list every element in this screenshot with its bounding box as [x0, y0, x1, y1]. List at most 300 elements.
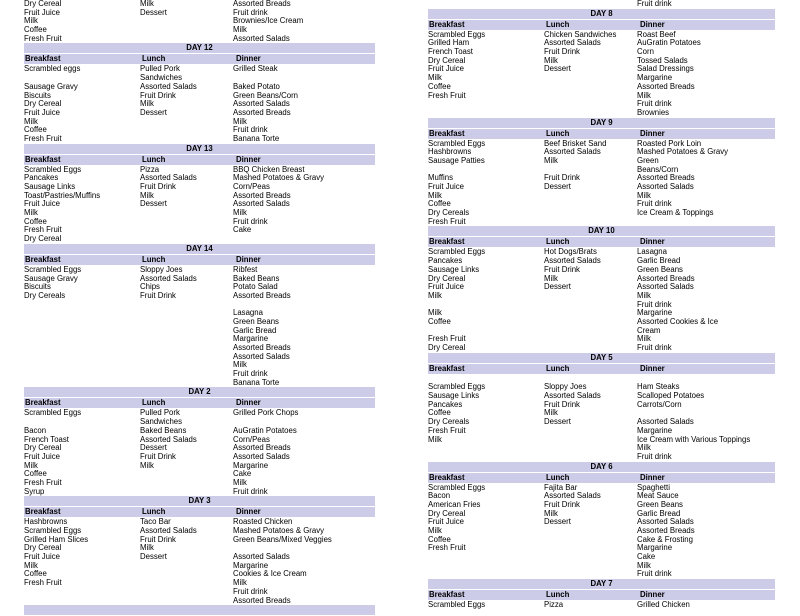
menu-item: Milk	[233, 25, 247, 35]
meal-cell	[24, 518, 140, 605]
menu-item: Milk	[544, 408, 558, 418]
menu-item: Milk	[637, 190, 651, 200]
day-header-bar	[24, 43, 375, 53]
menu-item: Baked Beans	[233, 273, 280, 283]
meal-header-row	[24, 54, 375, 64]
day-section	[428, 462, 775, 580]
menu-blank-line	[428, 562, 544, 571]
menu-blank-line	[428, 570, 544, 579]
menu-blank-line	[428, 0, 544, 9]
day-label: DAY 6	[590, 461, 613, 471]
menu-item: Fruit drink	[637, 99, 672, 109]
menu-blank-line	[140, 562, 233, 571]
menu-item: Scalloped Potatoes	[637, 391, 705, 401]
menu-item: Scrambled Eggs	[24, 264, 82, 274]
menu-item: Fruit drink	[233, 486, 268, 496]
day-section	[24, 605, 375, 615]
day-label: DAY 14	[186, 243, 213, 253]
menu-item: Assorted Salads	[233, 33, 290, 43]
menu-item: Fajita Bar	[544, 482, 578, 492]
menu-item: Baked Potato	[233, 81, 280, 91]
meal-cell	[544, 375, 637, 462]
menu-item: Beans/Corn	[637, 164, 679, 174]
menu-item: Ice Cream & Toppings	[637, 208, 714, 218]
menu-item: Taco Bar	[140, 517, 171, 527]
meal-header-dinner: Dinner	[236, 54, 261, 64]
meal-cell	[140, 65, 233, 143]
menu-item: Fruit Juice	[428, 517, 464, 527]
menu-blank-line	[140, 318, 233, 327]
menu-item: Assorted Salads	[233, 351, 290, 361]
meal-header-lunch: Lunch	[546, 128, 570, 138]
menu-item: Assorted Breads	[233, 443, 291, 453]
menu-blank-line	[24, 327, 140, 336]
meal-cell	[637, 375, 779, 462]
meal-header-dinner: Dinner	[640, 590, 665, 600]
menu-item: Assorted Salads	[233, 552, 290, 562]
menu-blank-line	[544, 344, 637, 353]
menu-blank-line	[140, 370, 233, 379]
menu-item: Dry Cereal	[428, 343, 466, 352]
menu-item: Pizza	[140, 164, 160, 174]
section-body	[428, 484, 775, 580]
menu-item: Lasagna	[637, 247, 667, 257]
menu-item: Sausage Links	[24, 182, 76, 191]
meal-cell	[544, 248, 637, 352]
day-header-bar	[24, 605, 375, 615]
menu-item: Sausage Patties	[428, 155, 485, 165]
menu-item: Dessert	[140, 552, 167, 562]
menu-item: Assorted Breads	[233, 343, 291, 352]
menu-item: Green Beans/Corn	[233, 90, 299, 100]
day-header-bar	[24, 387, 375, 397]
menu-item: Cake	[233, 225, 252, 235]
menu-item: Fruit Juice	[24, 107, 60, 117]
menu-item: Baked Beans	[140, 425, 187, 435]
meal-header-breakfast: Breakfast	[429, 363, 465, 373]
menu-blank-line	[24, 318, 140, 327]
meal-cell	[637, 601, 779, 610]
meal-header-breakfast: Breakfast	[429, 472, 465, 482]
menu-item: Margarine	[637, 425, 673, 435]
menu-blank-line	[24, 588, 140, 597]
menu-item: Fruit Drink	[544, 173, 580, 183]
menu-item: Dry Cereal	[24, 234, 62, 244]
menu-item: Scrambled Eggs	[24, 408, 82, 418]
menu-item: Pancakes	[428, 399, 463, 409]
menu-blank-line	[140, 309, 233, 318]
meal-header-breakfast: Breakfast	[429, 237, 465, 247]
menu-item: Pizza	[544, 600, 564, 610]
menu-item: Margarine	[637, 308, 673, 318]
meal-cell	[233, 166, 375, 244]
menu-item: Milk	[233, 477, 247, 487]
menu-item: Meat Sauce	[637, 491, 679, 501]
menu-item: Sausage Links	[428, 264, 480, 274]
menu-blank-line	[544, 192, 637, 201]
menu-item: Scrambled Eggs	[428, 482, 486, 492]
menu-item: Assorted Salads	[233, 99, 290, 109]
menu-item: Margarine	[233, 560, 269, 570]
menu-item: Roasted Chicken	[233, 517, 293, 527]
menu-item: Sausage Gravy	[24, 81, 78, 91]
menu-item: Dessert	[544, 417, 571, 427]
menu-item: Dry Cereal	[24, 0, 62, 8]
meal-header-dinner: Dinner	[640, 237, 665, 247]
day-header-bar	[24, 244, 375, 254]
menu-blank-line	[544, 292, 637, 301]
day-section	[428, 353, 775, 462]
day-section	[24, 244, 375, 388]
meal-header-lunch: Lunch	[546, 363, 570, 373]
menu-item: Assorted Salads	[544, 491, 601, 501]
menu-blank-line	[637, 218, 779, 227]
menu-item: Assorted Salads	[637, 182, 694, 191]
menu-blank-line	[544, 74, 637, 83]
menu-item: Margarine	[637, 73, 673, 83]
menu-blank-line	[544, 200, 637, 209]
menu-item: Sloppy Joes	[140, 264, 183, 274]
menu-blank-line	[428, 109, 544, 118]
meal-cell	[637, 484, 779, 580]
meal-header-breakfast: Breakfast	[429, 128, 465, 138]
section-body	[24, 0, 375, 43]
menu-item: Margarine	[637, 543, 673, 553]
meal-header-dinner: Dinner	[640, 19, 665, 29]
menu-item: Dessert	[544, 182, 571, 191]
menu-blank-line	[544, 570, 637, 579]
menu-item: Dessert	[140, 7, 167, 17]
menu-item: Dry Cereals	[428, 417, 470, 427]
menu-blank-line	[24, 301, 140, 310]
menu-blank-line	[428, 301, 544, 310]
menu-blank-line	[24, 335, 140, 344]
menu-item: Coffee	[428, 199, 451, 209]
meal-cell	[428, 248, 544, 352]
menu-blank-line	[544, 544, 637, 553]
menu-item: Milk	[140, 460, 154, 470]
meal-cell	[428, 601, 544, 610]
menu-blank-line	[24, 379, 140, 388]
menu-blank-line	[428, 100, 544, 109]
meal-header-lunch: Lunch	[546, 590, 570, 600]
menu-blank-line	[140, 353, 233, 362]
menu-item: Assorted Salads	[544, 256, 601, 266]
meal-header-dinner: Dinner	[236, 154, 261, 164]
menu-blank-line	[544, 0, 637, 9]
menu-item: Chicken Sandwiches	[544, 29, 617, 39]
menu-item: Corn/Peas	[233, 434, 270, 444]
menu-item: Assorted Salads	[637, 517, 694, 527]
menu-item: Sloppy Joes	[544, 382, 587, 392]
menu-item: Fruit drink	[637, 0, 672, 8]
menu-blank-line	[140, 344, 233, 353]
menu-blank-line	[24, 361, 140, 370]
menu-item: Bacon	[24, 425, 47, 435]
menu-item: Milk	[637, 443, 651, 453]
day-label: DAY 7	[590, 579, 613, 589]
menu-item: Fruit Drink	[140, 182, 176, 191]
meal-header-row	[24, 507, 375, 517]
menu-blank-line	[544, 209, 637, 218]
menu-item: Assorted Salads	[233, 199, 290, 209]
menu-item: Fresh Fruit	[24, 133, 62, 143]
day-label: DAY 8	[590, 8, 613, 18]
menu-blank-line	[544, 327, 637, 336]
menu-item: Cake & Frosting	[637, 534, 693, 544]
menu-item: Milk	[24, 16, 38, 26]
menu-blank-line	[140, 126, 233, 135]
meal-header-lunch: Lunch	[142, 398, 166, 408]
meal-cell	[233, 65, 375, 143]
meal-cell	[24, 166, 140, 244]
menu-blank-line	[140, 479, 233, 488]
menu-item: Assorted Breads	[233, 0, 291, 8]
section-body	[24, 266, 375, 388]
menu-item: Dessert	[544, 517, 571, 527]
menu-item: Dessert	[544, 282, 571, 292]
menu-item: Assorted Breads	[233, 107, 291, 117]
menu-item: Assorted Breads	[233, 190, 291, 200]
meal-header-lunch: Lunch	[142, 154, 166, 164]
menu-item: Assorted Breads	[233, 595, 291, 605]
menu-blank-line	[544, 92, 637, 101]
menu-item: Fruit Drink	[140, 290, 176, 300]
section-body	[24, 65, 375, 143]
meal-cell	[24, 266, 140, 388]
meal-header-breakfast: Breakfast	[429, 590, 465, 600]
menu-item: Coffee	[428, 316, 451, 326]
menu-item: Milk	[637, 90, 651, 100]
menu-item: Fruit Juice	[24, 552, 60, 562]
menu-blank-line	[140, 235, 233, 244]
day-section	[428, 9, 775, 118]
menu-item: Fresh Fruit	[24, 578, 62, 588]
menu-item: Milk	[544, 55, 558, 65]
menu-blank-line	[544, 536, 637, 545]
menu-blank-line	[544, 527, 637, 536]
meal-cell	[233, 266, 375, 388]
menu-item: Milk	[140, 190, 154, 200]
meal-header-dinner: Dinner	[640, 128, 665, 138]
meal-header-lunch: Lunch	[546, 237, 570, 247]
menu-item: Assorted Breads	[637, 526, 695, 535]
menu-item: Fruit drink	[233, 216, 268, 226]
menu-blank-line	[24, 370, 140, 379]
day-header-bar	[428, 118, 775, 128]
menu-blank-line	[140, 135, 233, 144]
day-label: DAY 10	[588, 226, 615, 236]
menu-item: Grilled Chicken	[637, 600, 690, 610]
menu-item: Dry Cereal	[428, 273, 466, 283]
meal-header-lunch: Lunch	[546, 472, 570, 482]
day-header-bar	[428, 462, 775, 472]
menu-blank-line	[140, 26, 233, 35]
menu-item: Scrambled eggs	[24, 64, 81, 74]
meal-cell	[544, 0, 637, 9]
day-section	[24, 144, 375, 244]
menu-item: Margarine	[233, 460, 269, 470]
menu-item: Milk	[428, 526, 442, 535]
menu-item: Sausage Gravy	[24, 273, 78, 283]
meal-cell	[24, 65, 140, 143]
menu-column-left	[24, 0, 375, 616]
meal-header-row	[24, 155, 375, 165]
menu-item: Dry Cereal	[24, 443, 62, 453]
menu-item: Carrots/Corn	[637, 399, 682, 409]
day-section	[428, 118, 775, 227]
menu-blank-line	[140, 35, 233, 44]
menu-item: Dessert	[140, 107, 167, 117]
day-label: DAY 9	[590, 117, 613, 127]
meal-header-row	[428, 20, 775, 30]
menu-item: Fresh Fruit	[24, 477, 62, 487]
day-section	[24, 0, 375, 43]
meal-header-dinner: Dinner	[236, 507, 261, 517]
menu-item: Milk	[544, 155, 558, 165]
menu-blank-line	[140, 597, 233, 606]
day-header-bar	[428, 9, 775, 19]
menu-item: Assorted Cookies & Ice	[637, 316, 719, 326]
menu-item: Pancakes	[428, 256, 463, 266]
menu-blank-line	[140, 570, 233, 579]
menu-item: Spaghetti	[637, 482, 670, 492]
menu-blank-line	[140, 379, 233, 388]
menu-item: Fruit Drink	[544, 264, 580, 274]
menu-item: Grilled Ham	[428, 38, 470, 48]
menu-item: Milk	[544, 273, 558, 283]
menu-blank-line	[544, 444, 637, 453]
menu-item: Mashed Potatoes & Gravy	[637, 147, 729, 157]
menu-item: Coffee	[428, 408, 451, 418]
day-header-bar	[24, 496, 375, 506]
day-label: DAY 12	[186, 43, 213, 53]
menu-item: Assorted Salads	[140, 526, 197, 535]
menu-item: Brownies/Ice Cream	[233, 16, 304, 26]
menu-item: Milk	[637, 334, 651, 344]
menu-item: Biscuits	[24, 90, 51, 100]
day-header-bar	[24, 144, 375, 154]
menu-item: Milk	[233, 208, 247, 218]
menu-item: French Toast	[24, 434, 69, 444]
menu-item: Sandwiches	[140, 73, 183, 83]
menu-blank-line	[24, 353, 140, 362]
meal-header-breakfast: Breakfast	[25, 254, 61, 264]
meal-cell	[24, 409, 140, 496]
day-header-bar	[428, 353, 775, 363]
menu-item: Assorted Salads	[637, 282, 694, 292]
menu-item: Fruit drink	[637, 343, 672, 352]
meal-header-breakfast: Breakfast	[25, 54, 61, 64]
menu-item: Assorted Salads	[544, 147, 601, 157]
meal-cell	[140, 518, 233, 605]
menu-blank-line	[544, 553, 637, 562]
meal-header-dinner: Dinner	[236, 254, 261, 264]
menu-item: Bacon	[428, 491, 451, 501]
menu-item: Milk	[140, 99, 154, 109]
meal-cell	[233, 518, 375, 605]
menu-blank-line	[428, 553, 544, 562]
meal-cell	[544, 31, 637, 118]
menu-item: Scrambled Eggs	[428, 382, 486, 392]
menu-item: Toast/Pastries/Muffins	[24, 190, 101, 200]
menu-item: Fruit drink	[637, 299, 672, 309]
meal-cell	[140, 166, 233, 244]
meal-cell	[428, 375, 544, 462]
menu-item: Fruit drink	[233, 125, 268, 135]
meal-header-row	[428, 129, 775, 139]
menu-item: Ribfest	[233, 264, 258, 274]
menu-item: Milk	[24, 460, 38, 470]
menu-item: Milk	[24, 116, 38, 126]
menu-item: Dry Cereal	[428, 55, 466, 65]
menu-item: Green Beans	[637, 264, 683, 274]
menu-item: Margarine	[233, 334, 269, 344]
menu-item: Fruit Juice	[428, 282, 464, 292]
menu-item: Milk	[233, 116, 247, 126]
menu-item: Assorted Salads	[140, 434, 197, 444]
day-label: DAY 3	[188, 496, 211, 506]
day-label: DAY 2	[188, 387, 211, 397]
menu-item: Assorted Salads	[544, 38, 601, 48]
menu-item: Garlic Bread	[637, 508, 681, 518]
menu-blank-line	[24, 344, 140, 353]
menu-blank-line	[140, 209, 233, 218]
day-section	[24, 496, 375, 605]
menu-item: Fresh Fruit	[428, 216, 466, 226]
menu-item: Fruit Juice	[24, 7, 60, 17]
menu-item: Cake	[233, 469, 252, 479]
meal-header-breakfast: Breakfast	[25, 398, 61, 408]
section-body	[428, 140, 775, 227]
menu-item: Banana Torte	[233, 377, 280, 387]
menu-item: Syrup	[24, 486, 45, 496]
menu-item: Fresh Fruit	[428, 543, 466, 553]
meal-cell	[428, 0, 544, 9]
menu-item: Dessert	[140, 443, 167, 453]
menu-item: Assorted Breads	[637, 81, 695, 91]
menu-item: BBQ Chicken Breast	[233, 164, 305, 174]
menu-item: Coffee	[24, 469, 47, 479]
menu-item: Dry Cereals	[24, 290, 66, 300]
menu-item: Milk	[428, 434, 442, 444]
menu-item: Fruit Drink	[544, 47, 580, 57]
menu-item: Dry Cereal	[24, 543, 62, 553]
menu-item: Fruit drink	[233, 369, 268, 379]
menu-item: Green Beans	[637, 499, 683, 509]
menu-item: Grilled Ham Slices	[24, 534, 89, 544]
menu-item: Milk	[140, 0, 154, 8]
day-section	[428, 0, 775, 9]
menu-item: Coffee	[24, 25, 47, 35]
section-body	[428, 31, 775, 118]
menu-item: Roast Beef	[637, 29, 676, 39]
menu-blank-line	[140, 327, 233, 336]
menu-item: Fruit drink	[637, 199, 672, 209]
menu-item: Coffee	[24, 216, 47, 226]
menu-item: Milk	[140, 543, 154, 553]
menu-item: Scrambled Eggs	[24, 164, 82, 174]
menu-item: Salad Dressings	[637, 64, 694, 74]
menu-item: Assorted Salads	[140, 81, 197, 91]
menu-item: Scrambled Eggs	[428, 138, 486, 148]
menu-item: Fruit drink	[637, 451, 672, 461]
menu-item: Green Beans/Mixed Veggies	[233, 534, 332, 544]
menu-item: Muffins	[428, 173, 453, 183]
menu-item: Assorted Salads	[637, 417, 694, 427]
menu-blank-line	[544, 83, 637, 92]
menu-column-right	[428, 0, 775, 610]
